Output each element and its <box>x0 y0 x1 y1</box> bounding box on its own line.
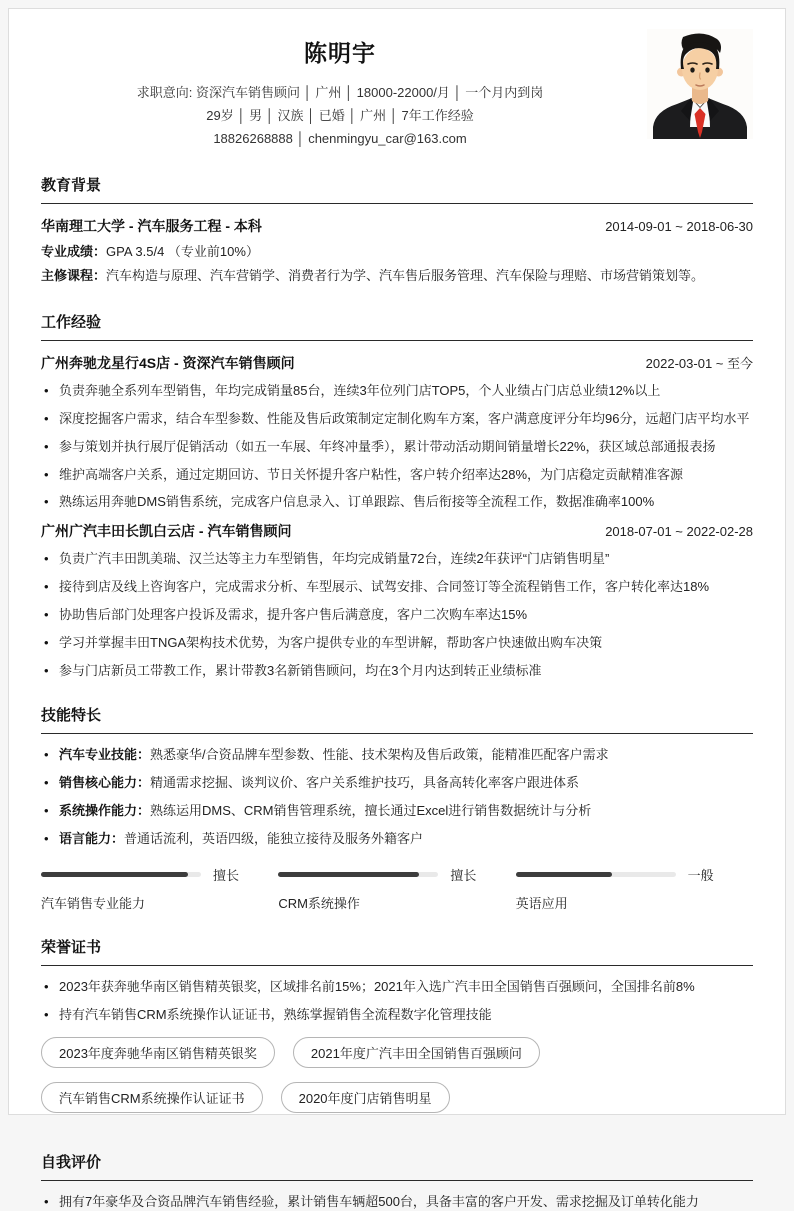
job2-bullet: • 参与门店新员工带教工作，累计带教3名新销售顾问，均在3个月内达到转正业绩标准 <box>41 662 753 681</box>
certificate-pill: 2020年度门店销售明星 <box>281 1082 450 1113</box>
skill-text: 熟悉豪华/合资品牌车型参数、性能、技术架构及售后政策，能精准匹配客户需求 <box>150 747 609 763</box>
skill-item <box>41 746 753 765</box>
section-work <box>41 311 753 680</box>
skill-bar-fill <box>41 872 188 877</box>
section-title-honors: 荣誉证书 <box>41 936 753 966</box>
education-gpa <box>41 240 753 263</box>
education-gpa-label: 专业成绩： <box>41 244 107 260</box>
job1-bullets <box>41 382 753 512</box>
skill-bar-level: 一般 <box>687 867 714 883</box>
job1-bullet: • 熟练运用奔驰DMS销售系统，完成客户信息录入、订单跟踪、售后衔接等全流程工作，数据准确率100% <box>41 493 753 512</box>
skill-item <box>41 802 753 821</box>
certificate-pill: 汽车销售CRM系统操作认证证书 <box>41 1082 263 1113</box>
self-evaluation-list <box>41 1193 753 1211</box>
job-intent-label: 求职意向: <box>136 85 193 100</box>
job-intent-line <box>41 82 639 105</box>
avatar-illustration <box>647 29 753 139</box>
skill-text: 熟练运用DMS、CRM销售管理系统，擅长通过Excel进行销售数据统计与分析 <box>150 803 592 819</box>
skills-list <box>41 746 753 848</box>
job2-bullet: • 协助售后部门处理客户投诉及需求，提升客户售后满意度，客户二次购车率达15% <box>41 606 753 625</box>
skill-item <box>41 830 753 849</box>
skill-text: 普通话流利，英语四级，能独立接待及服务外籍客户 <box>124 831 424 846</box>
job1-bullet: • 参与策划并执行展厅促销活动（如五一车展、年终冲量季），累计带动活动期间销量增长22%，获区域总部通报表扬 <box>41 438 753 457</box>
section-honors <box>41 936 753 1127</box>
job1-bullet: • 深度挖掘客户需求，结合车型参数、性能及售后政策制定定制化购车方案，客户满意度评分年均96分，远超门店平均水平 <box>41 410 753 429</box>
job-entry-2 <box>41 521 753 680</box>
skill-bar-track <box>278 872 438 877</box>
honors-list <box>41 978 753 1025</box>
skill-bar-name: CRM系统操作 <box>278 895 360 911</box>
honor-bullet: • 2023年获奔驰华南区销售精英银奖，区域排名前15%；2021年入选广汽丰田全国销售百强顾问，全国排名前8% <box>41 978 753 997</box>
skill-item <box>41 774 753 793</box>
resume-header <box>41 29 753 150</box>
job1-title: 广州奔驰龙星行4S店 - 资深汽车销售顾问 <box>41 355 295 372</box>
job-entry-1 <box>41 353 753 512</box>
skill-bar-fill <box>278 872 419 877</box>
section-skills <box>41 704 753 911</box>
job2-bullet: • 学习并掌握丰田TNGA架构技术优势，为客户提供专业的车型讲解，帮助客户快速做出购车决策 <box>41 634 753 653</box>
certificate-pills <box>41 1037 753 1127</box>
candidate-name: 陈明宇 <box>304 40 376 66</box>
job2-bullet: • 负责广汽丰田凯美瑞、汉兰达等主力车型销售，年均完成销量72台，连续2年获评“门店销售明星” <box>41 550 753 569</box>
job-intent-value: 资深汽车销售顾问 │ 广州 │ 18000-22000/月 │ 一个月内到岗 <box>195 85 544 100</box>
skill-bar-track <box>516 872 676 877</box>
job1-date: 2022-03-01 ~ 至今 <box>645 356 753 372</box>
skill-bar-name: 英语应用 <box>515 895 568 911</box>
header-text <box>41 29 639 150</box>
job2-bullets <box>41 550 753 680</box>
personal-info-line: 29岁 │ 男 │ 汉族 │ 已婚 │ 广州 │ 7年工作经验 <box>206 107 474 123</box>
skill-label: 汽车专业技能： <box>59 747 151 763</box>
self-evaluation-bullet: • 拥有7年豪华及合资品牌汽车销售经验，累计销售车辆超500台，具备丰富的客户开发、需求挖掘及订单转化能力 <box>41 1193 753 1211</box>
skill-bar-fill <box>516 872 612 877</box>
section-title-work: 工作经验 <box>41 311 753 341</box>
contact-line: 18826268888 │ chenmingyu_car@163.com <box>213 130 467 146</box>
skill-bar-level: 擅长 <box>450 867 477 883</box>
skill-bar-english <box>516 865 753 912</box>
education-courses <box>41 264 753 287</box>
skill-bar-auto-sales <box>41 865 278 912</box>
job2-date: 2018-07-01 ~ 2022-02-28 <box>605 524 753 540</box>
education-date: 2014-09-01 ~ 2018-06-30 <box>605 219 753 235</box>
education-courses-value: 汽车构造与原理、汽车营销学、消费者行为学、汽车售后服务管理、汽车保险与理赔、市场营销策划等。 <box>106 267 705 283</box>
certificate-pill: 2023年度奔驰华南区销售精英银奖 <box>41 1037 275 1068</box>
certificate-pill: 2021年度广汽丰田全国销售百强顾问 <box>293 1037 540 1068</box>
honor-bullet: • 持有汽车销售CRM系统操作认证证书，熟练掌握销售全流程数字化管理技能 <box>41 1006 753 1025</box>
skill-bar-track <box>41 872 201 877</box>
education-school: 华南理工大学 - 汽车服务工程 - 本科 <box>41 218 262 235</box>
skill-label: 销售核心能力： <box>59 775 151 791</box>
skill-bar-crm <box>278 865 515 912</box>
skill-bars <box>41 865 753 912</box>
section-title-self-evaluation: 自我评价 <box>41 1151 753 1181</box>
job2-title: 广州广汽丰田长凯白云店 - 汽车销售顾问 <box>41 523 292 540</box>
section-title-education: 教育背景 <box>41 174 753 204</box>
section-self-evaluation <box>41 1151 753 1211</box>
job1-bullet: • 负责奔驰全系列车型销售，年均完成销量85台，连续3年位列门店TOP5，个人业绩占门店总业绩12%以上 <box>41 382 753 401</box>
profile-photo <box>647 29 753 139</box>
skill-bar-name: 汽车销售专业能力 <box>41 895 146 911</box>
resume-page <box>8 8 786 1209</box>
skill-bar-level: 擅长 <box>213 867 240 883</box>
job2-bullet: • 接待到店及线上咨询客户，完成需求分析、车型展示、试驾安排、合同签订等全流程销售工作，客户转化率达18% <box>41 578 753 597</box>
skill-label: 系统操作能力： <box>59 803 151 819</box>
section-education <box>41 174 753 287</box>
job1-bullet: • 维护高端客户关系，通过定期回访、节日关怀提升客户粘性，客户转介绍率达28%，为门店稳定贡献精准客源 <box>41 466 753 485</box>
education-courses-label: 主修课程： <box>41 267 107 283</box>
skill-label: 语言能力： <box>59 831 125 846</box>
section-title-skills: 技能特长 <box>41 704 753 734</box>
skill-text: 精通需求挖掘、谈判议价、客户关系维护技巧，具备高转化率客户跟进体系 <box>150 775 580 791</box>
education-gpa-value: GPA 3.5/4 （专业前10%） <box>106 244 259 260</box>
